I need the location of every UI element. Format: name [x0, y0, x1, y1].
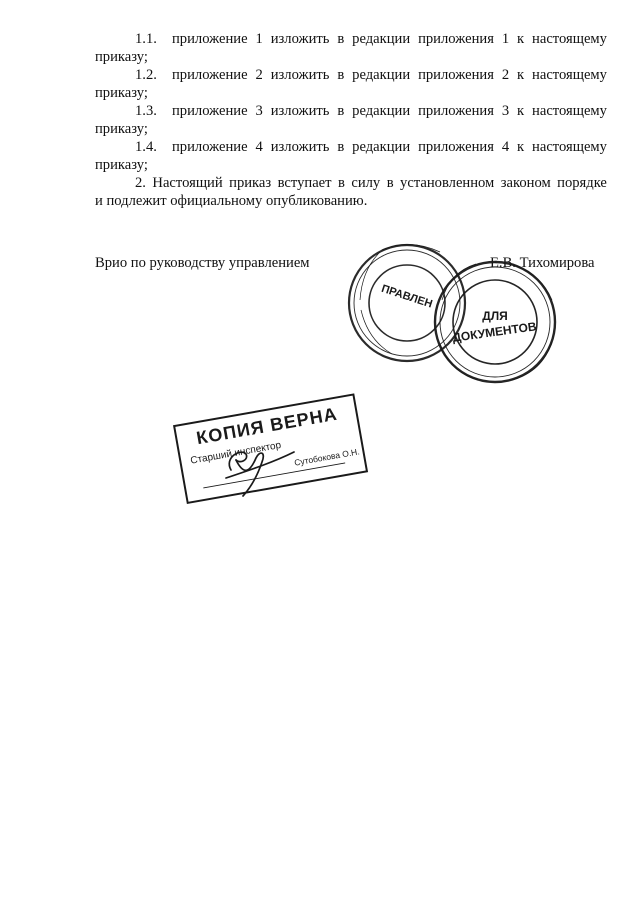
- item-word: редакции: [352, 103, 411, 119]
- item-word: 4: [255, 139, 263, 155]
- item-word: изложить: [270, 67, 330, 83]
- item-word: к: [517, 139, 525, 155]
- item-word: настоящему: [532, 67, 607, 83]
- item-word: приложение: [172, 67, 248, 83]
- item-word: 3: [255, 103, 263, 119]
- item-word: 2: [501, 67, 510, 83]
- item-word: настоящему: [532, 31, 607, 47]
- item-word: 3: [501, 103, 510, 119]
- paragraph-word: законом: [500, 175, 551, 191]
- paragraph-word: вступает: [277, 175, 332, 191]
- item-word: к: [517, 67, 525, 83]
- item-word: изложить: [270, 103, 330, 119]
- svg-text:Старший инспектор: Старший инспектор: [189, 439, 283, 467]
- paragraph-word: в: [386, 175, 394, 191]
- item-word: 1: [255, 31, 263, 47]
- item-word: в: [337, 139, 345, 155]
- svg-text:ДЛЯ: ДЛЯ: [482, 309, 508, 323]
- item-word: 4: [501, 139, 510, 155]
- item-word: приложение: [172, 139, 248, 155]
- item-continuation: приказу;: [95, 85, 148, 101]
- item-continuation: приказу;: [95, 49, 148, 65]
- paragraph-word: силу: [351, 175, 381, 191]
- item-word: приложения: [418, 103, 494, 119]
- paragraph-word: Настоящий: [152, 175, 223, 191]
- signatory-position: Врио по руководству управлением: [95, 255, 310, 271]
- item-word: настоящему: [532, 139, 607, 155]
- item-word: настоящему: [532, 103, 607, 119]
- item-word: в: [337, 103, 345, 119]
- item-continuation: приказу;: [95, 157, 148, 173]
- svg-text:КОПИЯ ВЕРНА: КОПИЯ ВЕРНА: [194, 403, 340, 449]
- signatory-name: Е.В. Тихомирова: [490, 255, 595, 271]
- item-word: 2: [255, 67, 263, 83]
- item-word: редакции: [352, 67, 411, 83]
- paragraph-continuation: и подлежит официальному опубликованию.: [95, 193, 368, 209]
- item-word: редакции: [352, 31, 411, 47]
- paragraph-word: в: [338, 175, 345, 191]
- item-number: 1.3.: [135, 103, 157, 119]
- svg-text:Сутобокова О.Н.: Сутобокова О.Н.: [293, 446, 361, 468]
- item-word: к: [517, 103, 525, 119]
- item-word: к: [517, 31, 525, 47]
- item-number: 1.4.: [135, 139, 157, 155]
- item-word: в: [337, 67, 345, 83]
- item-word: приложения: [418, 67, 494, 83]
- item-continuation: приказу;: [95, 121, 148, 137]
- item-word: приложения: [418, 31, 494, 47]
- paragraph-word: установленном: [400, 175, 495, 191]
- item-word: 1: [501, 31, 510, 47]
- item-word: приложение: [172, 103, 248, 119]
- svg-text:ПРАВЛЕН: ПРАВЛЕН: [379, 282, 434, 311]
- item-word: в: [337, 31, 345, 47]
- item-word: изложить: [270, 31, 330, 47]
- paragraph-word: 2.: [135, 175, 146, 191]
- paragraph-word: порядке: [557, 175, 607, 191]
- item-number: 1.1.: [135, 31, 157, 47]
- paragraph-word: приказ: [229, 175, 272, 191]
- svg-text:ДОКУМЕНТОВ: ДОКУМЕНТОВ: [451, 319, 538, 345]
- item-word: редакции: [352, 139, 411, 155]
- item-number: 1.2.: [135, 67, 157, 83]
- item-word: приложение: [172, 31, 248, 47]
- item-word: изложить: [270, 139, 330, 155]
- item-word: приложения: [418, 139, 494, 155]
